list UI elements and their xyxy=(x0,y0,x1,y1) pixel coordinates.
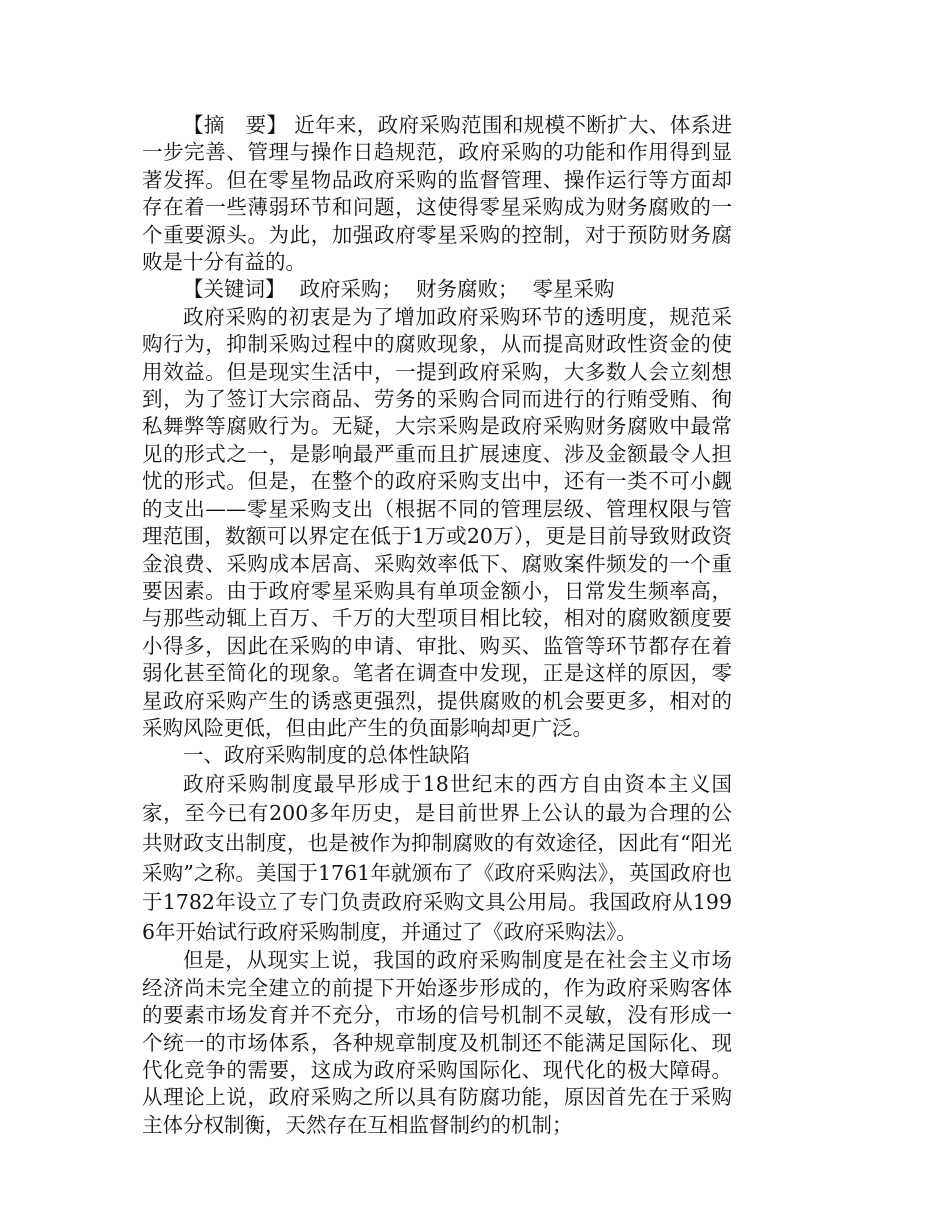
abstract-text: 近年来，政府采购范围和规模不断扩大、体系进一步完善、管理与操作日趋规范，政府采购的功能和作用得到显著发挥。但在零星物品政府采购的监督管理、操作运行等方面却存在着一些薄弱环节和问题，这使得零星采购成为财务腐败的一个重要源头。为此，加强政府零星采购的控制，对于预防财务腐败是十分有益的。 xyxy=(142,113,733,275)
keyword-item: 财务腐败； xyxy=(416,277,519,302)
keyword-item: 零星采购 xyxy=(532,277,615,302)
section-heading: 一、政府采购制度的总体性缺陷 xyxy=(183,743,470,768)
keyword-item: 政府采购； xyxy=(299,277,402,302)
abstract-label: 【摘 要】 xyxy=(183,113,288,137)
body-paragraph-analysis: 但是，从现实上说，我国的政府采购制度是在社会主义市场经济尚未完全建立的前提下开始逐步形成的，作为政府采购客体的要素市场发育并不充分，市场的信号机制不灵敏，没有形成一个统一的市场体系，各种规章制度及机制还不能满足国际化、现代化竞争的需要，这成为政府采购国际化、现代化的极大障碍。从理论上说，政府采购之所以具有防腐功能，原因首先在于采购主体分权制衡，天然存在互相监督制约的机制； xyxy=(142,948,732,1137)
body-paragraph-history: 政府采购制度最早形成于18世纪末的西方自由资本主义国家，至今已有200多年历史，是目前世界上公认的最为合理的公共财政支出制度，也是被作为抑制腐败的有效途径，因此有“阳光采购”之称。美国于1761年就颁布了《政府采购法》，英国政府也于1782年设立了专门负责政府采购文具公用局。我国政府从1996年开始试行政府采购制度，并通过了《政府采购法》。 xyxy=(142,771,732,944)
keywords-label: 【关键词】 xyxy=(183,277,286,302)
abstract-paragraph xyxy=(142,112,732,276)
keywords-paragraph xyxy=(142,276,732,303)
document-page xyxy=(142,112,732,1139)
body-paragraph-intro: 政府采购的初衷是为了增加政府采购环节的透明度，规范采购行为，抑制采购过程中的腐败现象，从而提高财政性资金的使用效益。但是现实生活中，一提到政府采购，大多数人会立刻想到，为了签订大宗商品、劳务的采购合同而进行的行贿受贿、徇私舞弊等腐败行为。无疑，大宗采购是政府采购财务腐败中最常见的形式之一，是影响最严重而且扩展速度、涉及金额最令人担忧的形式。但是，在整个的政府采购支出中，还有一类不可小觑的支出——零星采购支出（根据不同的管理层级、管理权限与管理范围，数额可以界定在低于1万或20万），更是目前导致财政资金浪费、采购成本居高、采购效率低下、腐败案件频发的一个重要因素。由于政府零星采购具有单项金额小，日常发生频率高，与那些动辄上百万、千万的大型项目相比较，相对的腐败额度要小得多，因此在采购的申请、审批、购买、监管等环节都存在着弱化甚至简化的现象。笔者在调查中发现，正是这样的原因，零星政府采购产生的诱惑更强烈，提供腐败的机会要更多，相对的采购风险更低，但由此产生的负面影响却更广泛。 xyxy=(142,304,732,740)
